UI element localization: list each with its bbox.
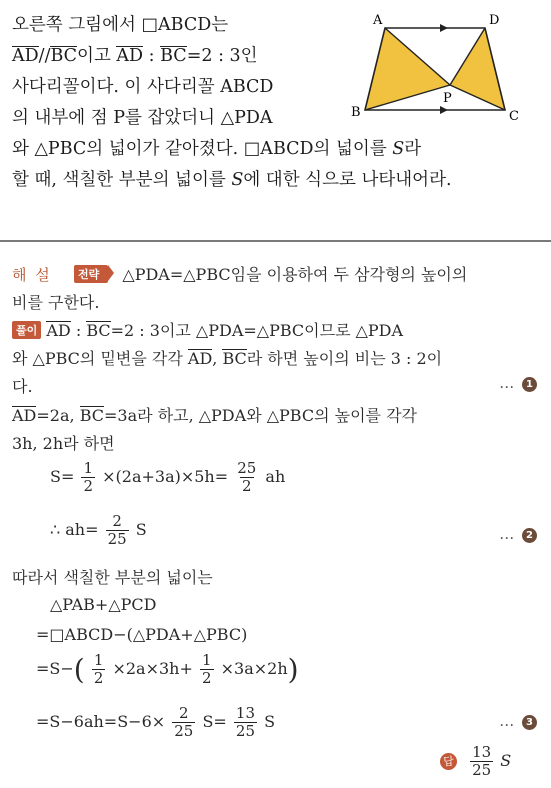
eq5-frac1-num: 1	[93, 651, 104, 669]
eq1-part-b: ×(2a+3a)×5h=	[102, 467, 229, 486]
solve-tag: 풀이	[12, 321, 41, 339]
solve-line-2	[12, 346, 547, 369]
label-b: B	[351, 105, 361, 120]
problem-line-3	[12, 72, 273, 103]
problem-line-6-a: 할 때, 색칠한 부분의 넓이를	[12, 170, 232, 190]
solve-line-5	[12, 431, 547, 454]
step-marker-2-dots: …	[499, 525, 519, 543]
eq5-fraction-2	[200, 652, 214, 687]
eq6-fraction-1	[172, 705, 195, 740]
eq5-frac2-num: 1	[201, 651, 212, 669]
solve-line-2-b: 라 하면 높이의 비는 3 : 2이	[246, 349, 443, 368]
label-c: C	[509, 109, 519, 124]
segment-ad-2: AD	[116, 46, 144, 66]
arrow-icon-2	[440, 106, 448, 114]
strategy-tag: 전략	[74, 265, 108, 283]
problem-line-4	[12, 103, 273, 134]
equation-3	[50, 595, 551, 614]
eq1-frac2-den: 2	[242, 477, 252, 495]
eq2-part-b: S	[135, 520, 147, 539]
step-marker-3-dots: …	[499, 712, 519, 730]
segment-ad-3: AD	[46, 321, 71, 340]
eq6-fraction-2	[234, 705, 257, 740]
strategy-line-2	[12, 290, 547, 313]
segment-bc: BC	[50, 46, 78, 66]
eq1-part-c: ah	[265, 467, 286, 486]
segment-bc-4: BC	[222, 349, 247, 368]
left-paren: (	[73, 653, 85, 686]
eq5-part-a: =S−	[36, 659, 74, 678]
eq5-part-c: ×3a×2h	[220, 659, 288, 678]
label-p: P	[443, 91, 452, 106]
equation-1	[50, 460, 551, 495]
eq6-part-a: =S−6ah=S−6×	[36, 712, 166, 731]
problem-line-5	[12, 134, 421, 165]
eq6-frac1-den: 25	[174, 722, 194, 740]
solve-line-3-text: 다.	[12, 377, 33, 396]
eq3-text: △PAB+△PCD	[50, 595, 157, 614]
eq6-frac1-num: 2	[179, 704, 189, 722]
equation-2	[50, 513, 551, 548]
answer-fraction	[470, 744, 493, 779]
eq1-frac1-num: 1	[83, 459, 94, 477]
right-paren: )	[287, 653, 299, 686]
solve-line-2-a: 와 △PBC의 밑변을 각각	[12, 349, 188, 368]
fraction-half	[81, 460, 95, 495]
step-marker-1	[499, 374, 537, 392]
comma: ,	[212, 349, 223, 368]
problem-line-5-a: 와 △PBC의 넓이가 같아졌다. □ABCD의 넓이를	[12, 139, 393, 159]
problem-line-2-end: =2 : 3인	[186, 46, 258, 66]
solve-line-6-text: 따라서 색칠한 부분의 넓이는	[12, 568, 213, 587]
strategy-line-1	[12, 262, 547, 285]
trapezoid-figure	[345, 10, 545, 130]
problem-line-1	[12, 10, 228, 41]
solve-line-5-text: 3h, 2h라 하면	[12, 434, 115, 453]
label-a: A	[373, 13, 383, 28]
parallel-symbol: //	[38, 46, 51, 66]
variable-s-2: S	[231, 170, 244, 190]
arrow-icon	[440, 24, 448, 32]
solve-line-1-rest: =2 : 3이고 △PDA=△PBC이므로 △PDA	[110, 321, 404, 340]
fraction-25-2	[235, 460, 258, 495]
segment-bc-2: BC	[160, 46, 187, 66]
solve-line-1	[12, 318, 547, 341]
section-divider	[0, 240, 551, 242]
answer-badge: 답	[440, 753, 457, 770]
segment-ad-5: AD	[12, 406, 37, 425]
solve-line-3	[12, 374, 547, 397]
problem-line-6	[12, 165, 452, 196]
equation-4	[36, 625, 551, 644]
step-number-1: 1	[522, 377, 537, 392]
answer-frac-den: 25	[472, 761, 492, 779]
eq2-part-a: ∴ ah=	[50, 520, 99, 539]
step-marker-3	[499, 712, 537, 730]
eq4-text: =□ABCD−(△PDA+△PBC)	[36, 625, 248, 644]
eq6-part-b: S=	[202, 712, 227, 731]
problem-line-2	[12, 41, 258, 72]
segment-ad-4: AD	[187, 349, 213, 368]
solve-line-6	[12, 565, 547, 588]
variable-s: S	[392, 139, 405, 159]
strategy-text-a: △PDA=△PBC임을 이용하여 두 삼각형의 높이의	[122, 265, 468, 284]
fraction-2-25	[106, 513, 129, 548]
segment-bc-3: BC	[86, 321, 111, 340]
answer-frac-num: 13	[472, 743, 492, 761]
answer-variable: S	[500, 751, 512, 770]
eq5-frac2-den: 2	[201, 669, 212, 687]
step-marker-1-dots: …	[499, 374, 519, 392]
eq2-frac-num: 2	[112, 512, 122, 530]
solve-line-4-a: =2a,	[36, 406, 80, 425]
problem-line-5-b: 라	[404, 139, 422, 159]
problem-line-1-text: 오른쪽 그림에서 □ABCD는	[12, 15, 229, 35]
segment-bc-5: BC	[79, 406, 104, 425]
ratio-colon-2: :	[70, 321, 87, 340]
problem-line-2-mid: 이고	[77, 46, 117, 66]
solve-line-4	[12, 403, 547, 426]
ratio-colon: :	[143, 46, 161, 66]
step-number-2: 2	[522, 528, 537, 543]
eq1-frac2-num: 25	[237, 459, 257, 477]
segment-ad: AD	[12, 46, 39, 66]
step-marker-2	[499, 525, 537, 543]
eq6-part-c: S	[264, 712, 276, 731]
eq1-part-a: S=	[50, 467, 75, 486]
label-d: D	[489, 13, 500, 28]
equation-5	[36, 652, 551, 687]
problem-line-6-b: 에 대한 식으로 나타내어라.	[243, 170, 452, 190]
eq1-frac1-den: 2	[83, 477, 94, 495]
eq6-frac2-den: 25	[235, 722, 255, 740]
eq5-fraction-1	[92, 652, 106, 687]
eq5-frac1-den: 2	[93, 669, 104, 687]
step-number-3: 3	[522, 715, 537, 730]
eq2-frac-den: 25	[107, 530, 127, 548]
solve-line-4-b: =3a라 하고, △PDA와 △PBC의 높이를 각각	[103, 406, 418, 425]
final-answer	[440, 744, 540, 779]
eq5-part-b: ×2a×3h+	[112, 659, 193, 678]
eq6-frac2-num: 13	[235, 704, 255, 722]
solution-header: 해 설	[12, 266, 52, 284]
problem-line-4-text: 의 내부에 점 P를 잡았더니 △PDA	[12, 108, 273, 128]
strategy-text-b: 비를 구한다.	[12, 293, 100, 312]
equation-6	[36, 705, 551, 740]
problem-line-3-text: 사다리꼴이다. 이 사다리꼴 ABCD	[12, 77, 274, 97]
